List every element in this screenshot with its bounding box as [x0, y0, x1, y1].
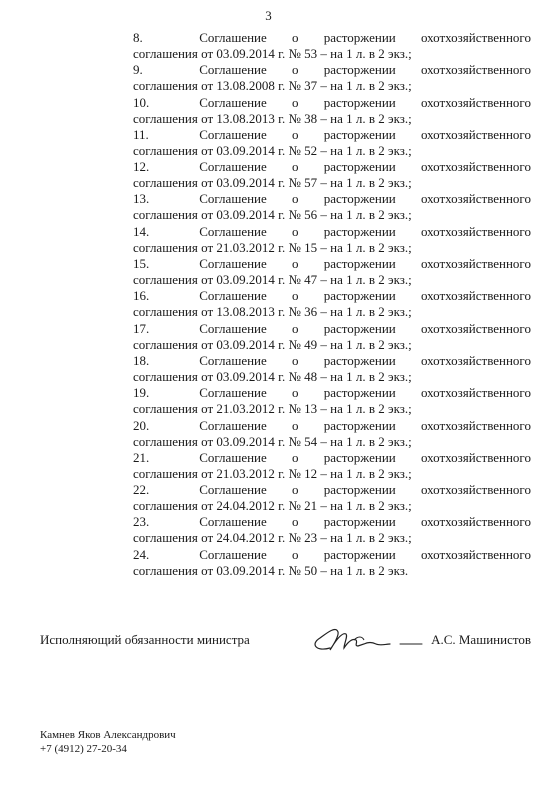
item-word: расторжении [323, 191, 396, 207]
item-word: охотхозяйственного [420, 288, 531, 304]
item-first-line [133, 224, 531, 240]
list-item [133, 191, 531, 223]
item-number: 21. [133, 449, 150, 465]
list-item [133, 321, 531, 353]
item-word: о [292, 126, 299, 142]
list-item [133, 62, 531, 94]
list-item [133, 224, 531, 256]
item-word: охотхозяйственного [420, 191, 531, 207]
item-second-line: соглашения от 03.09.2014 г. № 53 – на 1 л. в 2 экз.; [133, 46, 412, 61]
item-second-line: соглашения от 21.03.2012 г. № 15 – на 1 л. в 2 экз.; [133, 239, 412, 255]
item-word: о [292, 482, 299, 498]
item-word: расторжении [323, 30, 396, 45]
item-word: Соглашение [199, 514, 267, 530]
item-word: охотхозяйственного [420, 385, 531, 401]
item-word: охотхозяйственного [420, 62, 531, 78]
item-number: 12. [133, 159, 150, 175]
item-number: 15. [133, 256, 150, 272]
item-number: 16. [133, 288, 150, 304]
item-word: расторжении [323, 256, 396, 272]
item-first-line [133, 547, 531, 563]
item-word: охотхозяйственного [420, 94, 531, 110]
item-word: Соглашение [199, 417, 267, 433]
item-first-line [133, 321, 531, 337]
item-second-line: соглашения от 03.09.2014 г. № 54 – на 1 л. в 2 экз.; [133, 433, 412, 449]
item-word: о [292, 417, 299, 433]
item-word: о [292, 30, 299, 45]
item-first-line [133, 159, 531, 175]
item-word: о [292, 191, 299, 207]
item-word: расторжении [323, 482, 396, 498]
item-word: о [292, 352, 299, 368]
item-first-line [133, 95, 531, 111]
item-word: о [292, 62, 299, 78]
item-second-line: соглашения от 13.08.2008 г. № 37 – на 1 л. в 2 экз.; [133, 78, 412, 94]
item-word: о [292, 94, 299, 110]
item-first-line [133, 62, 531, 78]
item-word: Соглашение [199, 256, 267, 272]
item-word: расторжении [323, 546, 396, 562]
item-first-line [133, 385, 531, 401]
list-item [133, 482, 531, 514]
item-word: расторжении [323, 288, 396, 304]
item-word: о [292, 223, 299, 239]
item-word: о [292, 546, 299, 562]
item-word: Соглашение [199, 126, 267, 142]
item-word: охотхозяйственного [420, 352, 531, 368]
list-item [133, 288, 531, 320]
item-first-line [133, 482, 531, 498]
signer-title: Исполняющий обязанности министра [40, 632, 250, 647]
list-item [133, 30, 531, 62]
item-word: охотхозяйственного [420, 546, 531, 562]
item-word: охотхозяйственного [420, 126, 531, 142]
item-number: 17. [133, 320, 150, 336]
signature-block [40, 622, 531, 662]
item-second-line: соглашения от 03.09.2014 г. № 57 – на 1 л. в 2 экз.; [133, 175, 412, 191]
item-word: охотхозяйственного [420, 320, 531, 336]
item-word: Соглашение [199, 352, 267, 368]
executor-info [40, 728, 176, 756]
item-second-line: соглашения от 21.03.2012 г. № 12 – на 1 л. в 2 экз.; [133, 465, 412, 481]
item-word: о [292, 256, 299, 272]
item-word: Соглашение [199, 30, 267, 45]
list-item [133, 514, 531, 546]
executor-phone: +7 (4912) 27-20-34 [40, 743, 127, 755]
list-item [133, 159, 531, 191]
item-second-line: соглашения от 03.09.2014 г. № 49 – на 1 л. в 2 экз.; [133, 336, 412, 352]
item-word: Соглашение [199, 94, 267, 110]
item-first-line [133, 256, 531, 272]
item-number: 10. [133, 94, 150, 110]
item-second-line: соглашения от 03.09.2014 г. № 56 – на 1 л. в 2 экз.; [133, 207, 412, 223]
item-word: о [292, 320, 299, 336]
item-word: расторжении [323, 352, 396, 368]
executor-name: Камнев Яков Александрович [40, 729, 176, 741]
item-first-line [133, 514, 531, 530]
item-word: Соглашение [199, 320, 267, 336]
item-word: Соглашение [199, 159, 267, 175]
item-word: о [292, 514, 299, 530]
list-item [133, 95, 531, 127]
item-word: расторжении [323, 223, 396, 239]
item-first-line [133, 418, 531, 434]
item-second-line: соглашения от 03.09.2014 г. № 52 – на 1 л. в 2 экз.; [133, 142, 412, 158]
list-item [133, 353, 531, 385]
item-word: охотхозяйственного [420, 256, 531, 272]
item-word: о [292, 449, 299, 465]
item-second-line: соглашения от 13.08.2013 г. № 38 – на 1 л. в 2 экз.; [133, 110, 412, 126]
item-word: расторжении [323, 320, 396, 336]
item-word: расторжении [323, 514, 396, 530]
item-first-line [133, 450, 531, 466]
item-second-line: соглашения от 24.04.2012 г. № 21 – на 1 л. в 2 экз.; [133, 498, 412, 514]
item-number: 23. [133, 514, 150, 530]
item-word: охотхозяйственного [420, 30, 531, 45]
item-word: о [292, 159, 299, 175]
item-number: 22. [133, 482, 150, 498]
item-second-line: соглашения от 03.09.2014 г. № 50 – на 1 л. в 2 экз. [133, 562, 409, 578]
list-item [133, 385, 531, 417]
item-number: 14. [133, 223, 150, 239]
document-item-list [133, 30, 531, 579]
item-word: охотхозяйственного [420, 514, 531, 530]
handwritten-signature [302, 622, 452, 658]
item-word: Соглашение [199, 191, 267, 207]
list-item [133, 547, 531, 579]
list-item [133, 418, 531, 450]
item-number: 9. [133, 62, 143, 78]
item-word: Соглашение [199, 288, 267, 304]
item-number: 24. [133, 546, 150, 562]
item-second-line: соглашения от 03.09.2014 г. № 47 – на 1 л. в 2 экз.; [133, 272, 412, 288]
item-word: Соглашение [199, 223, 267, 239]
item-first-line [133, 30, 531, 46]
item-number: 18. [133, 352, 150, 368]
item-word: о [292, 385, 299, 401]
signer-name: А.С. Машинистов [431, 632, 531, 647]
item-word: расторжении [323, 449, 396, 465]
item-word: охотхозяйственного [420, 159, 531, 175]
item-word: расторжении [323, 417, 396, 433]
item-number: 20. [133, 417, 150, 433]
item-word: расторжении [323, 385, 396, 401]
item-word: охотхозяйственного [420, 482, 531, 498]
item-first-line [133, 353, 531, 369]
item-number: 13. [133, 191, 150, 207]
item-second-line: соглашения от 21.03.2012 г. № 13 – на 1 л. в 2 экз.; [133, 401, 412, 417]
list-item [133, 256, 531, 288]
page-number: 3 [265, 8, 272, 23]
item-word: о [292, 288, 299, 304]
item-second-line: соглашения от 03.09.2014 г. № 48 – на 1 л. в 2 экз.; [133, 368, 412, 384]
list-item [133, 450, 531, 482]
item-word: Соглашение [199, 482, 267, 498]
item-first-line [133, 288, 531, 304]
item-first-line [133, 127, 531, 143]
list-item [133, 127, 531, 159]
item-word: Соглашение [199, 62, 267, 78]
item-number: 19. [133, 385, 150, 401]
item-word: охотхозяйственного [420, 449, 531, 465]
item-word: охотхозяйственного [420, 223, 531, 239]
item-word: Соглашение [199, 385, 267, 401]
item-word: Соглашение [199, 546, 267, 562]
item-word: Соглашение [199, 449, 267, 465]
item-second-line: соглашения от 13.08.2013 г. № 36 – на 1 л. в 2 экз.; [133, 304, 412, 320]
item-word: расторжении [323, 159, 396, 175]
item-second-line: соглашения от 24.04.2012 г. № 23 – на 1 л. в 2 экз.; [133, 530, 412, 546]
item-number: 8. [133, 30, 143, 45]
item-first-line [133, 191, 531, 207]
item-number: 11. [133, 126, 149, 142]
item-word: расторжении [323, 62, 396, 78]
item-word: расторжении [323, 126, 396, 142]
item-word: охотхозяйственного [420, 417, 531, 433]
item-word: расторжении [323, 94, 396, 110]
